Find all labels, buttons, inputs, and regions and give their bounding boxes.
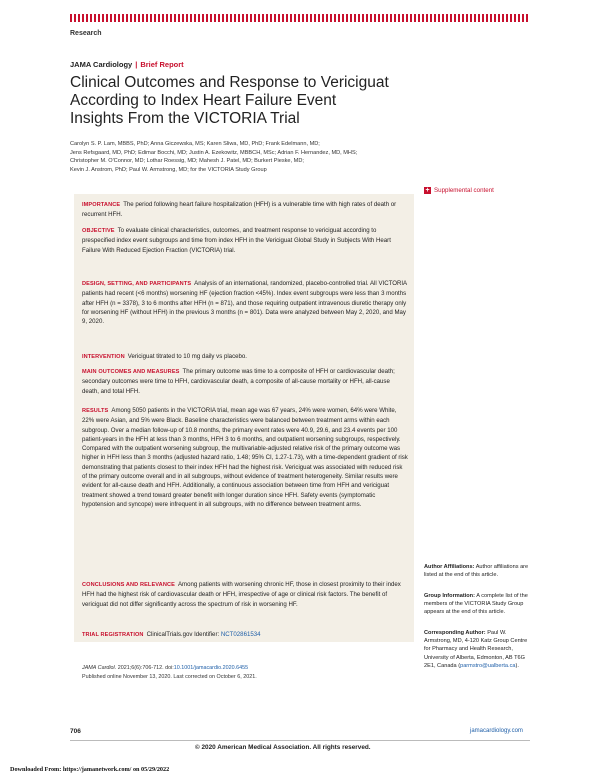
- conclusions-text: Among patients with worsening chronic HF, those in closest proximity to their index HFH had the highest risk of cardiovascular death or HFH, irrespective of age or clinical risk factors. The benefit of vericiguat did not differ significantly across the spectrum of risk in worsening HF.: [82, 581, 401, 608]
- design-label: DESIGN, SETTING, AND PARTICIPANTS: [82, 281, 192, 287]
- supplemental-content-link[interactable]: [424, 187, 494, 194]
- importance-text: The period following heart failure hospitalization (HFH) is a vulnerable time with high rates of death or recurrent HFH.: [82, 201, 397, 219]
- corresponding-label: Corresponding Author:: [424, 630, 486, 636]
- author-list: [70, 140, 470, 174]
- group-information-note: [424, 592, 534, 617]
- copyright-notice: © 2020 American Medical Association. All rights reserved.: [195, 744, 371, 751]
- title-line-2: According to Index Heart Failure Event: [70, 92, 337, 109]
- registration-text: ClinicalTrials.gov Identifier:: [146, 631, 220, 638]
- intervention-text: Vericiguat titrated to 10 mg daily vs placebo.: [127, 353, 247, 360]
- article-title: [70, 74, 450, 110]
- abstract-box: [74, 194, 414, 642]
- author-line: Kevin J. Anstrom, PhD; Paul W. Armstrong, MD; for the VICTORIA Study Group: [70, 166, 267, 173]
- outcomes-label: MAIN OUTCOMES AND MEASURES: [82, 369, 180, 375]
- supplemental-label: Supplemental content: [434, 187, 494, 194]
- page-number: 706: [70, 728, 81, 735]
- published-line: Published online November 13, 2020. Last corrected on October 6, 2021.: [82, 673, 257, 680]
- abstract-intervention: [82, 352, 408, 362]
- email-link[interactable]: parmstro@ualberta.ca: [460, 662, 516, 669]
- abstract-conclusions: [82, 580, 408, 609]
- registration-label: TRIAL REGISTRATION: [82, 632, 144, 638]
- citation-line: [82, 664, 412, 673]
- footer-divider: [70, 740, 530, 741]
- affiliations-label: Author Affiliations:: [424, 564, 475, 570]
- design-text: Analysis of an international, randomized, placebo-controlled trial. All VICTORIA patients had recent (<6 months) worsening HF (ejection fraction <45%). Index event subgroups were less than 3 months after HFH (n = 3378), 3 to 6 months after HFH (n = 871), and those requiring outpatient intravenous diuretic therapy only for worsening HF (without HFH) in the previous 3 months (n = 801). Data were analyzed between May 2, 2020, and May 9, 2020.: [82, 280, 407, 326]
- abstract-outcomes: [82, 367, 408, 396]
- objective-text: To evaluate clinical characteristics, outcomes, and treatment response to vericiguat according to prespecified index event subgroups and time from index HFH in the Vericiguat Global Study in Subjects With Heart Failure With Reduced Ejection Fraction (VICTORIA) trial.: [82, 227, 391, 254]
- journal-line: [70, 60, 184, 69]
- author-line: Jens Refsgaard, MD, PhD; Edimar Bocchi, MD; Justin A. Ezekowitz, MBBCH, MSc; Adrian F. Hernandez, MD, MHS;: [70, 149, 358, 156]
- abstract-results: [82, 406, 408, 509]
- journal-separator: |: [135, 60, 138, 69]
- citation-block: [82, 664, 412, 681]
- group-text: A complete list of the members of the VICTORIA Study Group appears at the end of this article.: [424, 593, 528, 616]
- abstract-importance: [82, 200, 408, 220]
- author-line: Christopher M. O'Connor, MD; Lothar Roessig, MD; Mahesh J. Patel, MD; Burkert Pieske, MD;: [70, 158, 304, 164]
- download-stamp: Downloaded From: https://jamanetwork.com/ on 05/29/2022: [10, 766, 170, 773]
- conclusions-label: CONCLUSIONS AND RELEVANCE: [82, 582, 175, 588]
- group-label: Group Information:: [424, 593, 475, 599]
- journal-name: JAMA Cardiology: [70, 60, 133, 69]
- plus-icon: +: [425, 187, 430, 194]
- title-line-1: Clinical Outcomes and Response to Vericiguat: [70, 74, 389, 91]
- abstract-objective: [82, 226, 408, 255]
- section-label: Research: [70, 30, 102, 37]
- results-text: Among 5050 patients in the VICTORIA trial, mean age was 67 years, 24% were women, 64% were White, 22% were Asian, and 5% were Black. Baseline characteristics were balanced between treatment arms within each subgroup. Over a median follow-up of 10.8 months, the primary event rates were 40.9, 29.6, and 23.4 events per 100 patient-years in the HFH at less than 3 months, HFH 3 to 6 months, and outpatient worsening subgroups, respectively. Compared with the outpatient worsening subgroup, the multivariable-adjusted relative risk of the primary outcome was higher in HFH less than 3 months (adjusted hazard ratio, 1.48; 95% CI, 1.27-1.73), with a time-dependent gradient of risk demonstrating that patients closest to their index HFH had the highest risk. Vericiguat was associated with reduced risk of the primary outcome overall and in all subgroups, without evidence of treatment heterogeneity. Similar results were evident for all-cause death and HFH. Additionally, a continuous association between time from HFH and vericiguat treatment showed a trend toward greater benefit with longer duration since HFH. Safety events (symptomatic hypotension and syncope) were infrequent in all subgroups, with no difference between treatment arms.: [82, 407, 408, 508]
- outcomes-text: The primary outcome was time to a composite of HFH or cardiovascular death; secondary outcomes were time to HFH, cardiovascular death, a composite of all-cause mortality or HFH, all-cause death, and total HFH.: [82, 368, 395, 395]
- header-bar: [70, 14, 530, 22]
- author-line: Carolyn S. P. Lam, MBBS, PhD; Anna Giczewska, MS; Karen Sliwa, MD, PhD; Frank Edelmann, MD;: [70, 141, 320, 147]
- abstract-registration: [82, 630, 408, 640]
- corresponding-author-note: [424, 629, 534, 670]
- article-type: Brief Report: [140, 60, 184, 69]
- citation-text: 2021;6(6):706-712. doi:: [116, 665, 174, 671]
- importance-label: IMPORTANCE: [82, 202, 121, 208]
- article-subtitle: Insights From the VICTORIA Trial: [70, 110, 300, 127]
- citation-journal: JAMA Cardiol.: [82, 665, 117, 671]
- intervention-label: INTERVENTION: [82, 354, 125, 360]
- trial-id-link[interactable]: NCT02861534: [220, 631, 261, 638]
- journal-website-link[interactable]: jamacardiology.com: [470, 728, 523, 734]
- doi-link[interactable]: 10.1001/jamacardio.2020.6455: [173, 665, 249, 671]
- author-affiliations-note: [424, 563, 534, 579]
- corresponding-text: Paul W. Armstrong, MD, 4-120 Katz Group Centre for Pharmacy and Health Research, University of Alberta, Edmonton, AB T6G 2E1, Canada (: [424, 630, 528, 669]
- affiliations-text: Author affiliations are listed at the end of this article.: [424, 564, 529, 579]
- abstract-design: [82, 279, 408, 326]
- results-label: RESULTS: [82, 408, 109, 414]
- corresponding-close: ).: [515, 662, 519, 669]
- objective-label: OBJECTIVE: [82, 228, 115, 234]
